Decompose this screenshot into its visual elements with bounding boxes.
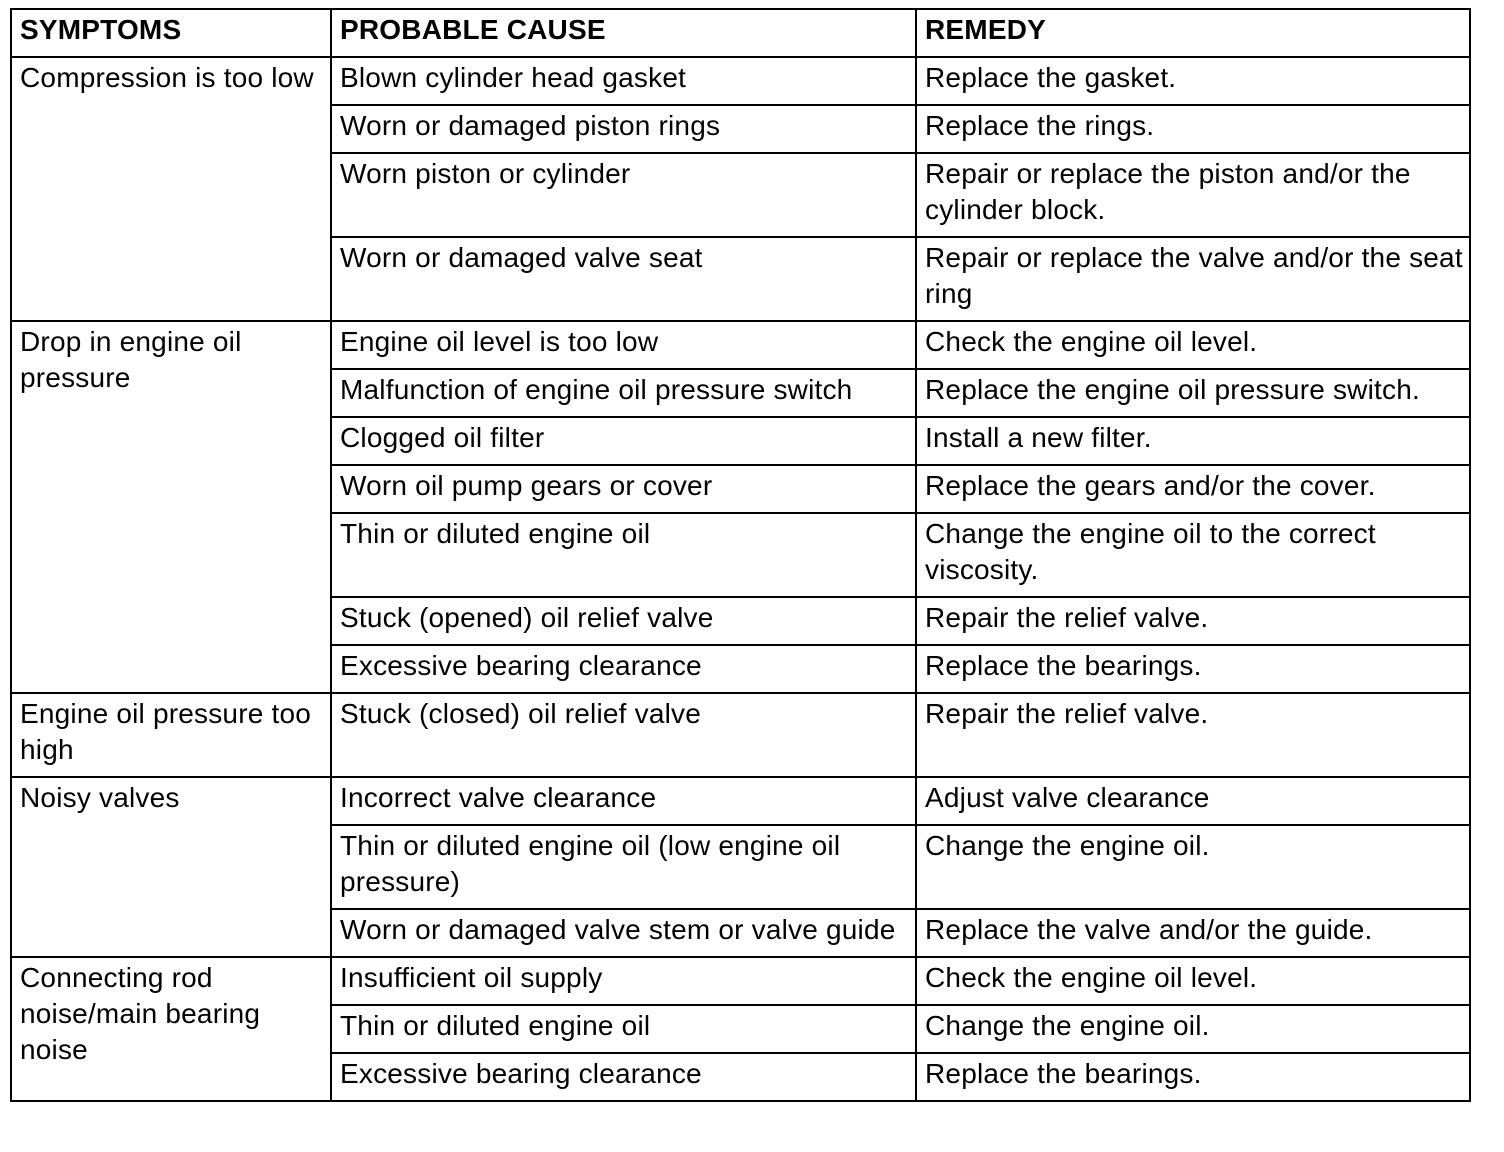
cause-cell: Excessive bearing clearance [331, 645, 916, 693]
remedy-cell: Repair or replace the valve and/or the seat ring [916, 237, 1470, 321]
header-probable-cause: PROBABLE CAUSE [331, 9, 916, 57]
remedy-cell: Install a new filter. [916, 417, 1470, 465]
remedy-cell: Replace the bearings. [916, 1053, 1470, 1101]
table-row [11, 957, 1470, 1005]
cause-cell: Malfunction of engine oil pressure switch [331, 369, 916, 417]
remedy-cell: Replace the bearings. [916, 645, 1470, 693]
cause-cell: Stuck (opened) oil relief valve [331, 597, 916, 645]
remedy-cell: Change the engine oil. [916, 825, 1470, 909]
cause-cell: Excessive bearing clearance [331, 1053, 916, 1101]
remedy-cell: Replace the gasket. [916, 57, 1470, 105]
cause-cell: Insufficient oil supply [331, 957, 916, 1005]
remedy-cell: Replace the gears and/or the cover. [916, 465, 1470, 513]
remedy-cell: Replace the valve and/or the guide. [916, 909, 1470, 957]
cause-cell: Thin or diluted engine oil (low engine oil pressure) [331, 825, 916, 909]
remedy-cell: Repair or replace the piston and/or the cylinder block. [916, 153, 1470, 237]
table-row [11, 57, 1470, 105]
table-header-row [11, 9, 1470, 57]
symptom-cell: Noisy valves [11, 777, 331, 957]
remedy-cell: Adjust valve clearance [916, 777, 1470, 825]
table-body [11, 57, 1470, 1101]
remedy-cell: Replace the rings. [916, 105, 1470, 153]
cause-cell: Thin or diluted engine oil [331, 1005, 916, 1053]
cause-cell: Thin or diluted engine oil [331, 513, 916, 597]
remedy-cell: Check the engine oil level. [916, 957, 1470, 1005]
header-symptoms: SYMPTOMS [11, 9, 331, 57]
cause-cell: Worn piston or cylinder [331, 153, 916, 237]
remedy-cell: Change the engine oil to the correct viscosity. [916, 513, 1470, 597]
symptom-cell: Drop in engine oil pressure [11, 321, 331, 693]
cause-cell: Stuck (closed) oil relief valve [331, 693, 916, 777]
cause-cell: Worn oil pump gears or cover [331, 465, 916, 513]
symptom-cell: Compression is too low [11, 57, 331, 321]
cause-cell: Worn or damaged piston rings [331, 105, 916, 153]
remedy-cell: Replace the engine oil pressure switch. [916, 369, 1470, 417]
cause-cell: Blown cylinder head gasket [331, 57, 916, 105]
remedy-cell: Change the engine oil. [916, 1005, 1470, 1053]
table-row [11, 777, 1470, 825]
cause-cell: Incorrect valve clearance [331, 777, 916, 825]
symptom-cell: Connecting rod noise/main bearing noise [11, 957, 331, 1101]
cause-cell: Worn or damaged valve stem or valve guide [331, 909, 916, 957]
cause-cell: Worn or damaged valve seat [331, 237, 916, 321]
remedy-cell: Check the engine oil level. [916, 321, 1470, 369]
troubleshooting-table [10, 8, 1471, 1102]
table-row [11, 693, 1470, 777]
remedy-cell: Repair the relief valve. [916, 693, 1470, 777]
remedy-cell: Repair the relief valve. [916, 597, 1470, 645]
cause-cell: Clogged oil filter [331, 417, 916, 465]
header-remedy: REMEDY [916, 9, 1470, 57]
symptom-cell: Engine oil pressure too high [11, 693, 331, 777]
table-row [11, 321, 1470, 369]
cause-cell: Engine oil level is too low [331, 321, 916, 369]
